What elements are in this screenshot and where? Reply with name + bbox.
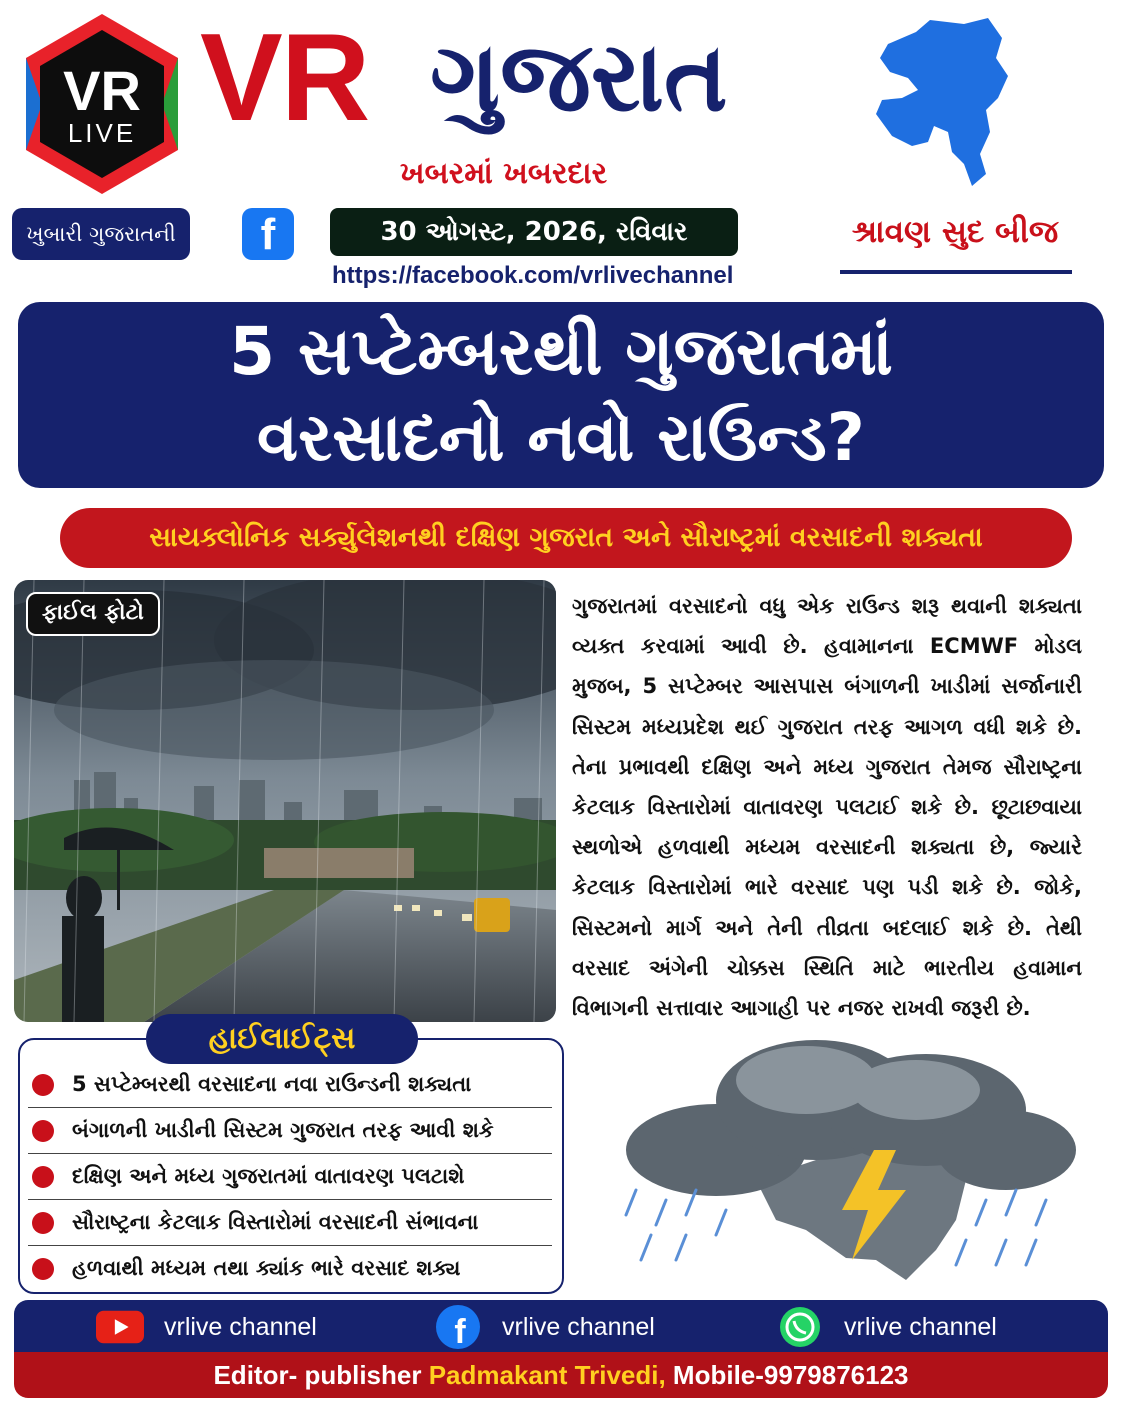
headline-line-2: વરસાદનો નવો રાઉન્ડ? bbox=[257, 399, 865, 476]
bullet-icon bbox=[32, 1258, 54, 1280]
list-item bbox=[28, 1062, 552, 1108]
tithi-underline bbox=[840, 270, 1072, 274]
facebook-icon bbox=[434, 1308, 482, 1349]
list-item bbox=[28, 1200, 552, 1246]
brand-gujarat: ગુજરાત bbox=[430, 21, 728, 133]
facebook-url-link[interactable]: https://facebook.com/vrlivechannel bbox=[332, 262, 734, 289]
vr-live-logo bbox=[22, 12, 182, 197]
facebook-label: vrlive channel bbox=[502, 1312, 655, 1341]
highlights-list bbox=[28, 1062, 552, 1291]
date-badge: 30 ઓગસ્ટ, 2026, રવિવાર bbox=[330, 208, 738, 256]
list-item bbox=[28, 1108, 552, 1154]
list-item bbox=[28, 1154, 552, 1200]
svg-text:f: f bbox=[454, 1313, 466, 1349]
facebook-icon[interactable]: f bbox=[242, 208, 294, 260]
highlights-title: હાઈલાઈટ્સ bbox=[146, 1014, 418, 1064]
list-item bbox=[28, 1246, 552, 1291]
highlight-text: દક્ષિણ અને મધ્ય ગુજરાતમાં વાતાવરણ પલટાશે bbox=[72, 1164, 465, 1188]
credit-mobile: Mobile-9979876123 bbox=[672, 1360, 909, 1390]
bullet-icon bbox=[32, 1074, 54, 1096]
article-body: ગુજરાતમાં વરસાદનો વધુ એક રાઉન્ડ શરૂ થવાની શક્યતા વ્યક્ત કરવામાં આવી છે. હવામાનના ECMWF મોડલ મુજબ, 5 સપ્ટેમ્બર આસપાસ બંગાળની ખાડીમાં સર્જાનારી સિસ્ટમ મધ્યપ્રદેશ થઈ ગુજરાત તરફ આગળ વધી શકે છે. તેના પ્રભાવથી દક્ષિણ અને મધ્ય ગુજરાત તેમજ સૌરાષ્ટ્રના કેટલાક વિસ્તારોમાં વાતાવરણ પલટાઈ શકે છે. છૂટાછવાયા સ્થળોએ હળવાથી મધ્યમ વરસાદની શક્યતા છે, જ્યારે કેટલાક વિસ્તારોમાં ભારે વરસાદ પણ પડી શકે છે. જોકે, સિસ્ટમનો માર્ગ અને તેની તીવ્રતા બદલાઈ શકે છે. તેથી વરસાદ અંગેની ચોક્કસ સ્થિતિ માટે ભારતીય હવામાન વિભાગની સત્તાવાર આગાહી પર નજર રાખવી જરૂરી છે. bbox=[572, 594, 1082, 1021]
bullet-icon bbox=[32, 1120, 54, 1142]
footer-credit bbox=[14, 1352, 1108, 1398]
bullet-icon bbox=[32, 1212, 54, 1234]
footer-youtube[interactable] bbox=[96, 1306, 317, 1348]
highlight-text: બંગાળની ખાડીની સિસ્ટમ ગુજરાત તરફ આવી શકે bbox=[72, 1118, 494, 1142]
rain-city-photo bbox=[14, 580, 556, 1022]
youtube-icon bbox=[96, 1308, 144, 1346]
youtube-label: vrlive channel bbox=[164, 1312, 317, 1341]
logo-vr-text: VR bbox=[63, 59, 141, 122]
headline-line-1: 5 સપ્ટેમ્બરથી ગુજરાતમાં bbox=[229, 313, 893, 390]
subheadline: સાયક્લોનિક સર્ક્યુલેશનથી દક્ષિણ ગુજરાત અને સૌરાષ્ટ્રમાં વરસાદની શક્યતા bbox=[60, 508, 1072, 568]
highlight-text: 5 સપ્ટેમ્બરથી વરસાદના નવા રાઉન્ડની શક્યતા bbox=[72, 1072, 472, 1096]
whatsapp-icon bbox=[776, 1308, 824, 1346]
bullet-icon bbox=[32, 1166, 54, 1188]
highlight-text: સૌરાષ્ટ્રના કેટલાક વિસ્તારોમાં વરસાદની સંભાવના bbox=[72, 1210, 479, 1234]
headline-box bbox=[18, 302, 1104, 488]
whatsapp-label: vrlive channel bbox=[844, 1312, 997, 1341]
credit-name: Padmakant Trivedi, bbox=[428, 1360, 666, 1390]
tithi-label: શ્રાવણ સુદ બીજ bbox=[851, 214, 1059, 250]
footer-facebook[interactable] bbox=[434, 1306, 655, 1348]
storm-cloud-icon bbox=[606, 1030, 1076, 1298]
highlight-text: હળવાથી મધ્યમ તથા ક્યાંક ભારે વરસાદ શક્ય bbox=[72, 1256, 461, 1280]
credit-prefix: Editor- publisher bbox=[213, 1360, 422, 1390]
tagline: ખબરમાં ખબરદાર bbox=[400, 156, 608, 191]
logo-live-text: LIVE bbox=[67, 118, 137, 148]
footer-whatsapp[interactable] bbox=[776, 1306, 997, 1348]
tagline-pill: ખુબારી ગુજરાતની bbox=[12, 208, 190, 260]
file-photo-tag: ફાઈલ ફોટો bbox=[26, 592, 160, 636]
brand-vr: VR bbox=[200, 9, 369, 147]
brand-title bbox=[200, 8, 800, 148]
gujarat-map-icon bbox=[868, 14, 1018, 190]
